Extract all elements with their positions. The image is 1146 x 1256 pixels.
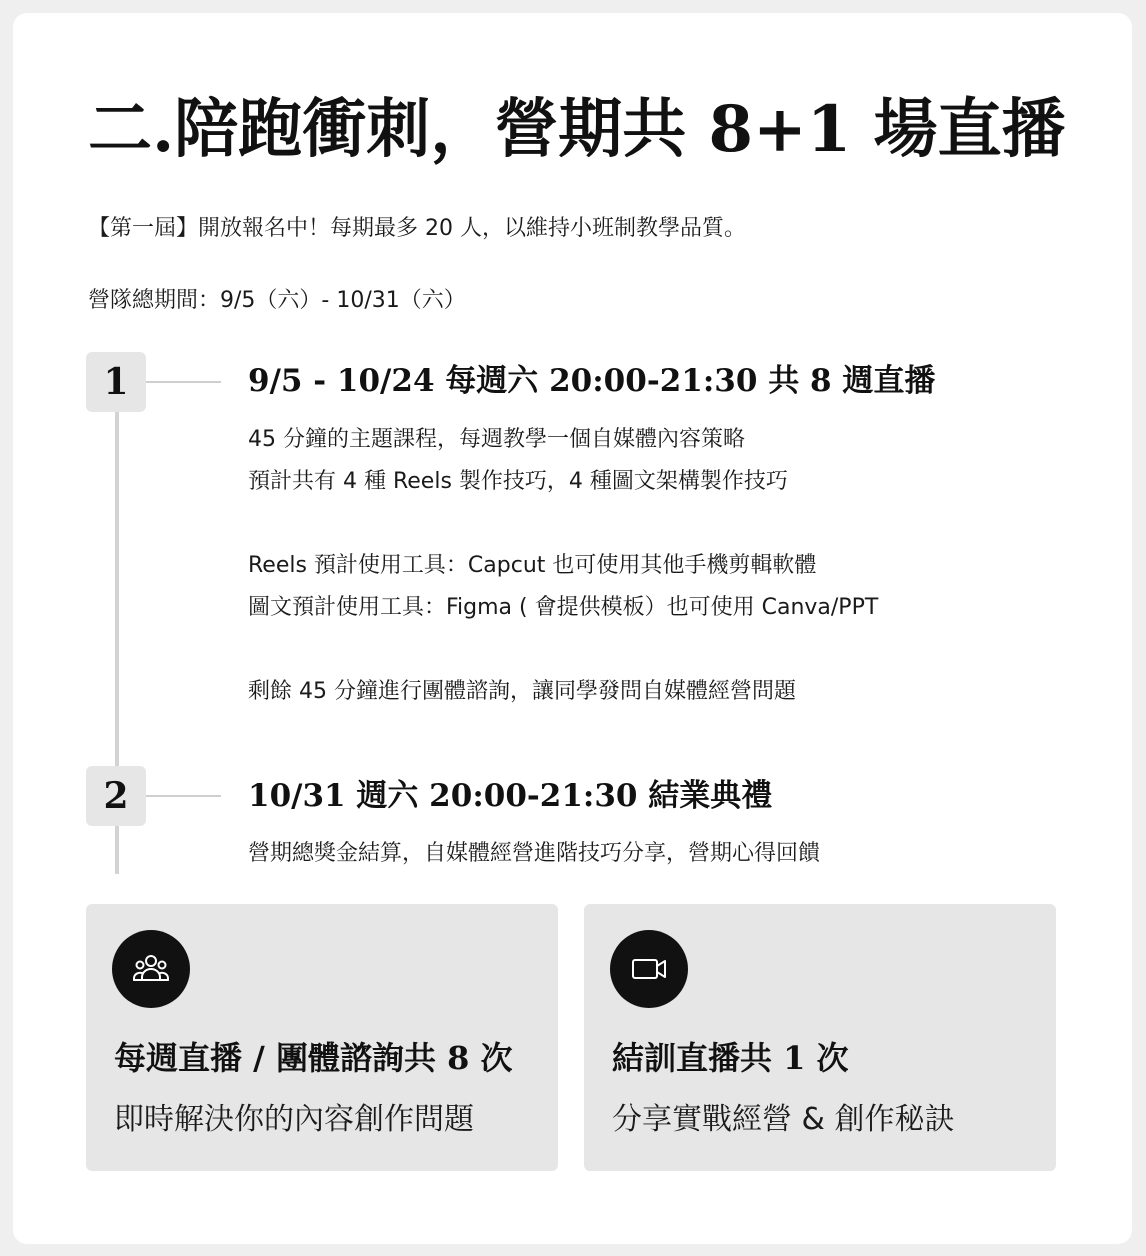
step-line: 剩餘 45 分鐘進行團體諮詢，讓同學發問自媒體經營問題 xyxy=(248,679,796,704)
step-heading: 9/5 - 10/24 每週六 20:00-21:30 共 8 週直播 xyxy=(248,363,936,399)
step-line: 預計共有 4 種 Reels 製作技巧，4 種圖文架構製作技巧 xyxy=(248,469,788,494)
feature-subtitle: 即時解決你的內容創作問題 xyxy=(114,1102,474,1137)
step-line: Reels 預計使用工具：Capcut 也可使用其他手機剪輯軟體 xyxy=(248,553,817,578)
step-number-badge: 1 xyxy=(86,352,146,412)
page-title: 二.陪跑衝刺，營期共 8+1 場直播 xyxy=(88,92,1066,167)
feature-panel-weekly-live xyxy=(86,904,558,1171)
group-icon xyxy=(112,930,190,1008)
enrollment-notice: 【第一屆】開放報名中！每期最多 20 人，以維持小班制教學品質。 xyxy=(88,216,746,241)
camp-period: 營隊總期間：9/5（六）- 10/31（六） xyxy=(88,288,466,313)
video-camera-icon xyxy=(610,930,688,1008)
feature-title: 每週直播 / 團體諮詢共 8 次 xyxy=(114,1039,513,1077)
step-description xyxy=(248,419,878,713)
step-connector xyxy=(146,795,221,797)
feature-subtitle: 分享實戰經營 & 創作秘訣 xyxy=(612,1102,955,1137)
step-connector xyxy=(146,381,221,383)
spacer xyxy=(248,629,878,671)
step-line: 圖文預計使用工具：Figma ( 會提供模板）也可使用 Canva/PPT xyxy=(248,595,879,620)
step-line: 45 分鐘的主題課程，每週教學一個自媒體內容策略 xyxy=(248,427,745,452)
step-heading: 10/31 週六 20:00-21:30 結業典禮 xyxy=(248,778,773,814)
spacer xyxy=(248,503,878,545)
step-description xyxy=(248,833,820,875)
step-number-badge: 2 xyxy=(86,766,146,826)
step-line: 營期總獎金結算，自媒體經營進階技巧分享，營期心得回饋 xyxy=(248,841,821,866)
feature-panel-graduation-live xyxy=(584,904,1056,1171)
feature-title: 結訓直播共 1 次 xyxy=(612,1039,849,1077)
